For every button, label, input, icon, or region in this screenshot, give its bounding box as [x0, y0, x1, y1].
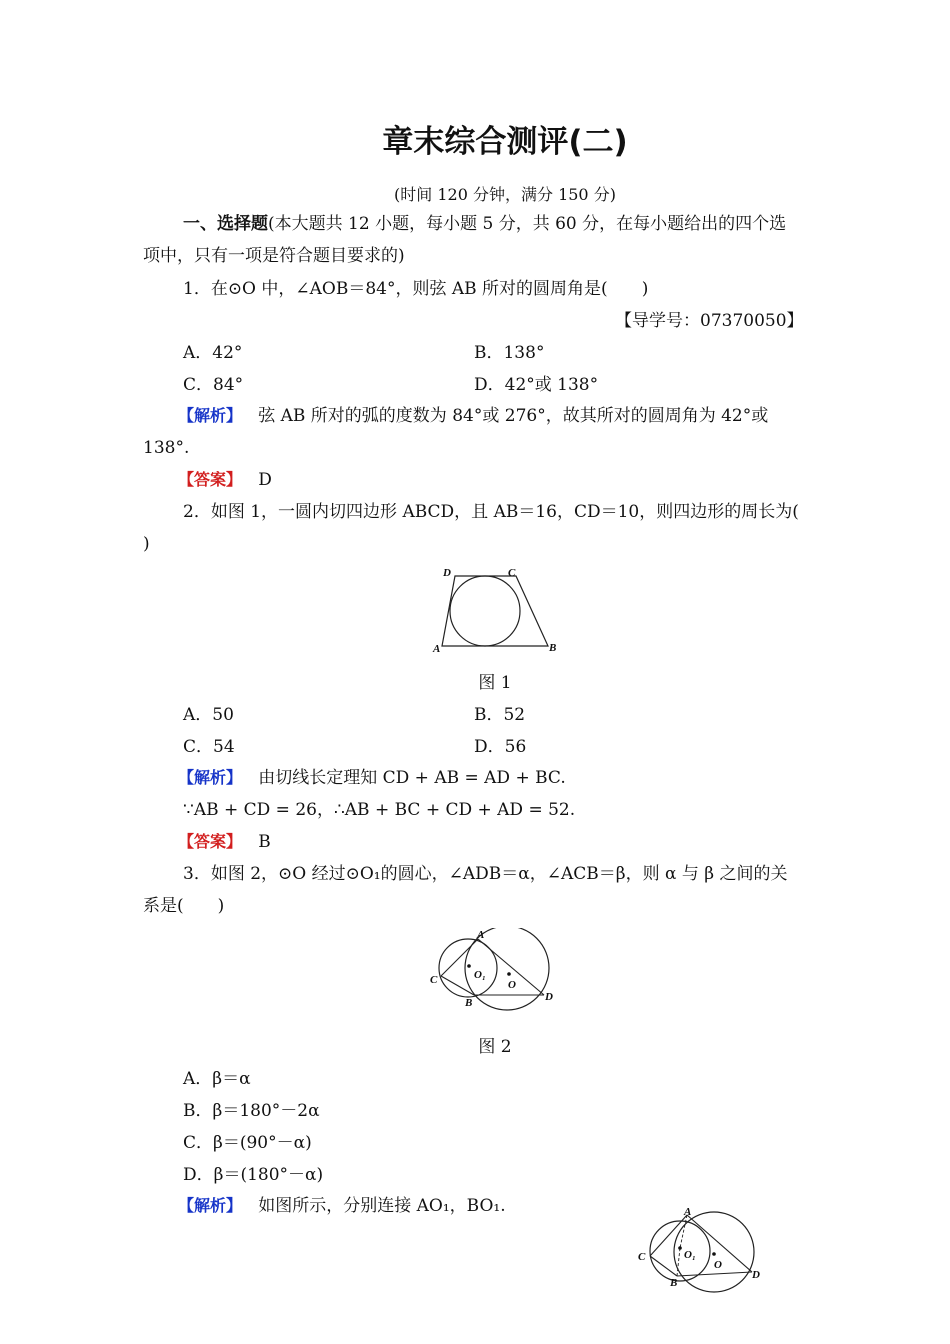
q2-analysis-text-1: 由切线长定理知 CD + AB = AD + BC. — [258, 768, 566, 788]
q1-guide-number: 【导学号：07370050】 — [615, 311, 804, 331]
q1-analysis-text-2: 138°. — [143, 438, 190, 458]
q1-option-b: B．138° — [474, 343, 545, 363]
center-o1-dot — [467, 964, 471, 968]
analysis-label-o: O — [714, 1259, 722, 1271]
q3-option-c: C．β＝(90°－α) — [183, 1133, 312, 1153]
analysis-segment-ao1 — [680, 1215, 687, 1248]
q1-answer-value: D — [258, 470, 272, 490]
analysis-label-c: C — [638, 1251, 646, 1263]
q1-option-c: C．84° — [183, 375, 244, 395]
fig1-label-d: D — [443, 567, 451, 579]
section-desc-2: 项中，只有一项是符合题目要求的) — [143, 246, 405, 266]
analysis-label-b: B — [670, 1277, 678, 1289]
incircle — [450, 576, 520, 646]
fig2-label-o1: O₁ — [474, 969, 486, 981]
q2-analysis-text-2: ∵AB + CD = 26，∴AB + BC + CD + AD = 52. — [183, 800, 576, 820]
analysis-center-o1-dot — [678, 1246, 682, 1250]
section-intro — [183, 213, 786, 235]
analysis-label-o1: O₁ — [684, 1249, 696, 1261]
fig2-label-c: C — [430, 974, 438, 986]
fig2-label-d: D — [545, 991, 553, 1003]
q1-stem: 1．在⊙O 中，∠AOB＝84°，则弦 AB 所对的圆周角是( ) — [183, 279, 649, 299]
q1-answer — [178, 469, 272, 491]
q3-stem-1: 3．如图 2，⊙O 经过⊙O₁的圆心，∠ADB＝α，∠ACB＝β，则 α 与 β 之间的关 — [183, 864, 788, 884]
section-desc-1: (本大题共 12 小题，每小题 5 分，共 60 分，在每小题给出的四个选 — [268, 214, 787, 234]
q2-analysis-tag: 【解析】 — [178, 768, 243, 787]
q2-analysis — [178, 767, 566, 789]
figure-1-caption: 图 1 — [478, 673, 512, 693]
q1-answer-tag: 【答案】 — [178, 470, 243, 489]
q2-answer-value: B — [258, 832, 271, 852]
figure-1-diagram — [428, 562, 568, 658]
fig1-label-c: C — [508, 567, 516, 579]
q2-option-d: D．56 — [474, 737, 527, 757]
q2-stem-1: 2．如图 1，一圆内切四边形 ABCD，且 AB＝16，CD＝10，则四边形的周长为( — [183, 502, 799, 522]
q2-option-c: C．54 — [183, 737, 235, 757]
q1-analysis-text-1: 弦 AB 所对的弧的度数为 84°或 276°，故其所对的圆周角为 42°或 — [258, 406, 769, 426]
analysis-figure-diagram — [632, 1206, 772, 1294]
fig2-label-a: A — [477, 929, 485, 941]
analysis-segment-bd — [677, 1272, 752, 1276]
analysis-label-d: D — [752, 1269, 760, 1281]
center-o-dot — [507, 972, 511, 976]
q3-analysis-tag: 【解析】 — [178, 1196, 243, 1215]
q3-analysis-text-1: 如图所示，分别连接 AO₁，BO₁. — [258, 1196, 506, 1216]
q3-option-b: B．β＝180°－2α — [183, 1101, 320, 1121]
fig1-label-b: B — [549, 642, 557, 654]
quadrilateral-abcd — [442, 576, 548, 646]
q3-option-d: D．β＝(180°－α) — [183, 1165, 324, 1185]
q1-option-d: D．42°或 138° — [474, 375, 599, 395]
q1-analysis-tag: 【解析】 — [178, 406, 243, 425]
q1-analysis — [178, 405, 768, 427]
q2-answer-tag: 【答案】 — [178, 832, 243, 851]
q2-answer — [178, 831, 271, 853]
fig1-label-a: A — [433, 643, 441, 655]
q2-option-b: B．52 — [474, 705, 526, 725]
analysis-segment-ca — [650, 1215, 687, 1256]
q3-stem-2: 系是( ) — [143, 896, 225, 916]
section-heading: 一、选择题 — [183, 214, 268, 234]
figure-2-caption: 图 2 — [478, 1037, 512, 1057]
q3-analysis — [178, 1195, 506, 1217]
q2-option-a: A．50 — [183, 705, 234, 725]
fig2-label-o: O — [508, 979, 516, 991]
figure-2-diagram — [425, 928, 565, 1012]
analysis-label-a: A — [684, 1206, 692, 1218]
fig2-label-b: B — [465, 997, 473, 1009]
q1-option-a: A．42° — [183, 343, 243, 363]
q3-option-a: A．β＝α — [183, 1069, 251, 1089]
q2-stem-2: ) — [143, 534, 150, 554]
page-title: 章末综合测评(二) — [382, 124, 628, 160]
segment-ca — [441, 939, 478, 976]
analysis-center-o-dot — [712, 1252, 716, 1256]
time-score-note: (时间 120 分钟，满分 150 分) — [394, 185, 616, 204]
